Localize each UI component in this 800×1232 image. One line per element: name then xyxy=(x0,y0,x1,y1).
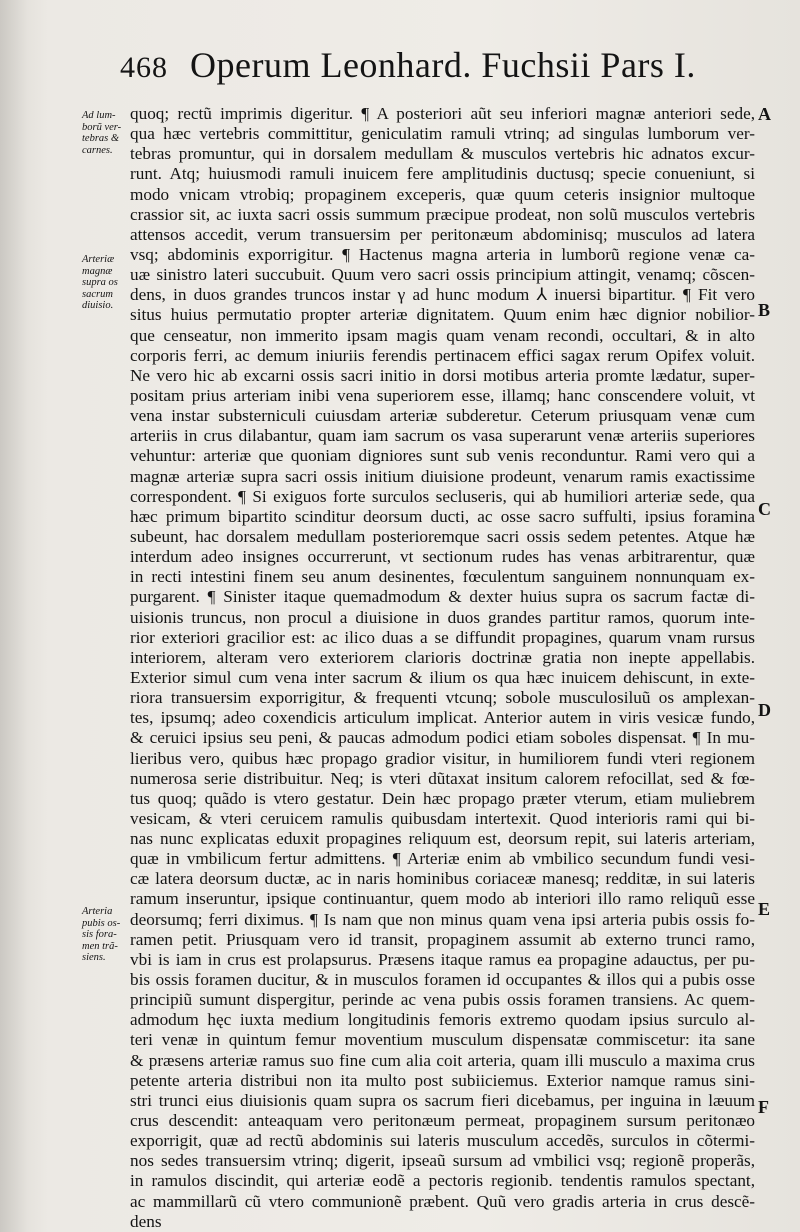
text-line: numerosa serie distribuitur. Neq; is vteri dũtaxat insitum calorem refocillat, sed & fœ- xyxy=(130,768,755,788)
section-letter: B xyxy=(758,300,771,320)
text-line: & præsens arteriæ ramus suo fine cum alia coit arteria, quam illi musculo a maxima crus xyxy=(130,1050,755,1070)
text-line: qua hæc vertebris committitur, geniculatim ramuli vtrinq; ad singulas lumborum ver- xyxy=(130,124,755,144)
text-line: vehuntur: arteriæ que quoniam digniores sunt sub venis reconduntur. Rami vero qui a xyxy=(130,446,755,466)
text-line: vena instar substerniculi cuiusdam arteriæ subderetur. Ceterum priusquam venæ cum xyxy=(130,406,755,426)
margin-note: Arteriæ magnæ supra os sacrum diuisio. xyxy=(82,254,118,311)
running-title: Operum Leonhard. Fuchsii Pars I. xyxy=(190,45,696,85)
text-line: Ne vero hic ab excarni ossis sacri initio in dorsi motibus arteria promte lædatur, super- xyxy=(130,365,755,385)
text-line: stri trunci eius diuisionis quam supra os sacrum fieri dicebamus, per inguina in læuum xyxy=(130,1090,755,1110)
text-line: tebras promuntur, qui in dorsalem medullam & musculos vertebris hic adnatos excur- xyxy=(130,144,755,164)
text-line: in ramulos discindit, qui arteriæ eodẽ a pectoris regionib. tendentis ramulos spectant, xyxy=(130,1171,755,1191)
gutter-shadow xyxy=(0,0,28,1232)
text-line: deorsumq; ferri diximus. ¶ Is nam que non minus quam vena ipsi arteria pubis ossis fo- xyxy=(130,909,755,929)
section-letter: E xyxy=(758,899,771,919)
text-line: dens, in duos grandes truncos instar γ ad hunc modum ⅄ inuersi bipartitur. ¶ Fit vero xyxy=(130,285,755,305)
text-line: tus quoq; quãdo is vtero gestatur. Dein hæc propago præter vterum, etiam muliebrem xyxy=(130,788,755,808)
text-line: lieribus vero, quibus hæc propago gradior visitur, in humiliorem fundi vteri regionem xyxy=(130,748,755,768)
text-line: crassior sit, ac iuxta sacri ossis summum præcipue prodeat, non solũ musculos vertebris xyxy=(130,204,755,224)
text-line: corporis ferri, ac demum iniuriis ferendis pertinacem effici sagax rerum Opifex voluit. xyxy=(130,345,755,365)
body-text xyxy=(130,104,755,1232)
text-line: quæ in vmbilicum fertur admittens. ¶ Arteriæ enim ab vmbilico secundum fundi vesi- xyxy=(130,849,755,869)
text-line: attensos accedit, verum transuersim per peritonæum abdominisq; musculos ad latera xyxy=(130,224,755,244)
text-line: riora transuersim exporrigitur, & frequenti vtcunq; sobole musculosiluũ os amplexan- xyxy=(130,688,755,708)
text-line: admodum hęc iuxta medium longitudinis femoris extremo quodam ipsius surculo al- xyxy=(130,1010,755,1030)
text-line: rior exteriori gracilior est: ac ilico duas a se diffundit propagines, quarum vnam rursus xyxy=(130,627,755,647)
section-letter: A xyxy=(758,104,771,124)
text-line: interdum adeo insignes occurrerunt, vt sectionum rudes has venas arbitrarentur, quæ xyxy=(130,547,755,567)
text-line: positam prius arteriam inibi vena superiorem esse, illamq; hanc conscendere voluit, vt xyxy=(130,385,755,405)
text-line: dens xyxy=(130,1211,162,1231)
section-letter: F xyxy=(758,1097,769,1117)
text-line: quoq; rectũ imprimis digeritur. ¶ A posteriori aũt seu inferiori magnæ anteriori sede, xyxy=(130,104,755,123)
text-line: exporrigit, quæ ad rectũ abdominis sui lateris musculum accedẽs, surculos in cõtermi- xyxy=(130,1131,755,1151)
text-line: purgarent. ¶ Sinister itaque quemadmodum & dexter huius supra os sacrum factæ di- xyxy=(130,587,755,607)
text-line: uisionis truncus, non procul a diuisione in duos grandes partitur ramos, quorum inte- xyxy=(130,607,755,627)
text-line: uæ sinistro lateri succubuit. Quum vero sacri ossis principium attingit, venamq; cõscen- xyxy=(130,265,755,285)
text-line: teri venæ in quintum femur moventium musculum dispensatæ commiscetur: ita sane xyxy=(130,1030,755,1050)
text-line: magnæ arteriæ supra sacri ossis initium diuisione prodeunt, venarum ramis exactissime xyxy=(130,466,755,486)
text-line: hæc primum bipartito scinditur deorsum ducti, ac osse sacro suffulti, ipsius foramina xyxy=(130,506,755,526)
margin-note: Arteria pubis os- sis fora- men trã- siens. xyxy=(82,906,121,963)
text-line: vbi is iam in crus est prolapsurus. Præsens itaque ramus ea propagine adauctus, per pu- xyxy=(130,949,755,969)
text-line: nos sedes transuersim vtrinq; digerit, ipseaũ sursum ad vmbilici vsq; regionẽ properãs, xyxy=(130,1151,755,1171)
page-header xyxy=(120,44,720,94)
section-letter: D xyxy=(758,700,771,720)
text-line: vesicam, & vteri ceruicem ramulis quibusdam intertexit. Quod interioris rami qui bi- xyxy=(130,808,755,828)
text-line: modo vnicam vtrobiq; propaginem exceperis, quæ quum ceteris insignior multoque xyxy=(130,184,755,204)
text-line: vsq; abdominis exporrigitur. ¶ Hactenus magna arteria in lumborũ regione venæ ca- xyxy=(130,244,755,264)
page-number: 468 xyxy=(120,51,168,84)
text-line: situs huius permutatio propter arteriæ dignitatem. Quum enim hæc dignior nobilior- xyxy=(130,305,755,325)
text-line: principiũ sumunt dispergitur, perinde ac vena pubis ossis foramen transiens. Ac quem- xyxy=(130,990,755,1010)
text-line: in recti intestini finem seu anum desinentes, fœculentum sanguinem nonnunquam ex- xyxy=(130,567,755,587)
text-line: subeunt, hac dorsalem medullam posterioremque sacri ossis sedem petentes. Atque hæ xyxy=(130,526,755,546)
text-line: interiorem, alteram vero exteriorem clarioris doctrinæ gratia non inepte appellabis. xyxy=(130,647,755,667)
margin-note: Ad lum- borũ ver- tebras & carnes. xyxy=(82,110,122,156)
text-line: correspondent. ¶ Si exiguos forte surculos secluseris, qui ab humiliori arteriæ sede, qua xyxy=(130,486,755,506)
text-line: petente arteria distribui non ita multo post subiiciemus. Exterior namque ramus sini- xyxy=(130,1070,755,1090)
text-line: runt. Atq; huiusmodi ramuli inuicem fere amplitudinis ductusq; specie conueniunt, si xyxy=(130,164,755,184)
text-line: bis ossis foramen ducitur, & in musculos foramen id occupantes & illos qui a pubis osse xyxy=(130,970,755,990)
text-line: cæ latera deorsum ductæ, ac in naris hominibus coriaceæ manesq; redditæ, in sui lateris xyxy=(130,869,755,889)
text-line: & ceruici ipsius seu peni, & paucas admodum podici etiam soboles dispensat. ¶ In mu- xyxy=(130,728,755,748)
text-line: que censeatur, non immerito ipsam magis quam venam recondi, occultari, & in alto xyxy=(130,325,755,345)
text-line: ac mammillarũ cũ vtero communionẽ præbent. Quũ vero gradis arteria in crus descẽ- xyxy=(130,1191,755,1211)
text-line: ramum inseruntur, ipsique continuantur, quem modo ab interiori illo ramo reliquũ esse xyxy=(130,889,755,909)
text-line: crus descendit: anteaquam vero peritonæum permeat, propaginem sursum peritonæo xyxy=(130,1111,755,1131)
section-letter: C xyxy=(758,499,771,519)
text-line: tes, ipsumq; adeo coxendicis articulum implicat. Anterior autem in viris vesicæ fundo, xyxy=(130,708,755,728)
text-line: nas nunc explicatas eduxit propagines reliquum est, deorsum repit, sui lateris arteriam, xyxy=(130,829,755,849)
text-line: arteriis in crus dilabantur, quam iam sacrum os vasa superarunt venæ arteriis superiores xyxy=(130,426,755,446)
text-line: ramen petit. Priusquam vero id transit, propaginem assumit ab externo trunci ramo, xyxy=(130,929,755,949)
text-line: Exterior simul cum vena inter sacrum & ilium os qua hæc inuicem dehiscunt, in exte- xyxy=(130,667,755,687)
